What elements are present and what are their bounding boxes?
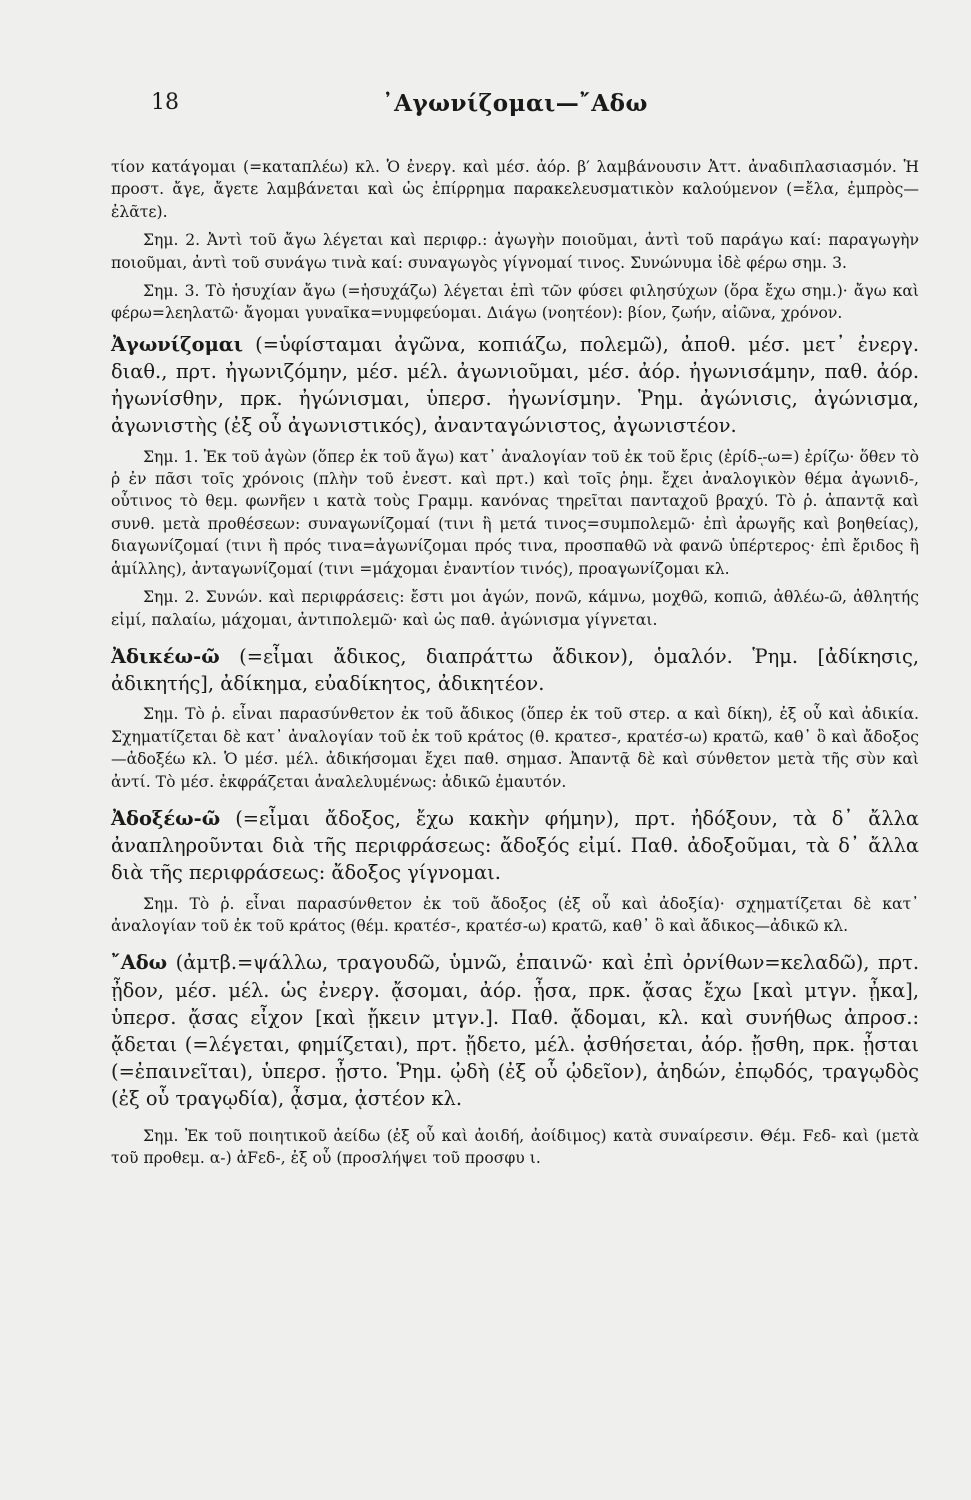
paragraph <box>111 156 919 223</box>
dictionary-entry <box>111 331 919 440</box>
paragraph-text: τίον κατάγομαι (=καταπλέω) κλ. Ὁ ἐνεργ. καὶ μέσ. ἀόρ. β′ λαμβάνουσιν Ἀττ. ἀναδιπλασιασμόν. Ἡ προστ. ἄγε, ἄγετε λαμβάνεται καὶ ὡς ἐπίρρημα παρακελευσματικὸν καλούμενον (=ἔλα, ἐμπρὸς—ἐλᾶτε). <box>111 158 919 221</box>
paragraph-text: Σημ. 1. Ἐκ τοῦ ἀγὼν (ὅπερ ἐκ τοῦ ἄγω) κατ᾽ ἀναλογίαν τοῦ ἐκ τοῦ ἔρις (ἐρίδ-ͅ-ω=) ἐρίζω· ὅθεν τὸ ῥ ἐν πᾶσι τοῖς χρόνοις (πλὴν τοῦ ἐνεστ. καὶ πρτ.) καὶ τοῖς ῥημ. ἔχει ἀναλογικὸν θέμα ἀγωνιδ-, οὗτινος τὸ θεμ. φωνῆεν ι κατὰ τοὺς Γραμμ. κανόνας τηρεῖται πανταχοῦ βραχύ. Τὸ ῥ. ἀπαντᾷ καὶ συνθ. μετὰ προθέσεων: συναγωνίζομαί (τινι ἢ μετά τινος=συμπολεμῶ· ἐπὶ ἀρωγῆς καὶ βοηθείας), διαγωνίζομαί (τινι ἢ πρός τινα=ἀγωνίζομαι πρός τινα, προσπαθῶ νὰ φανῶ ὑπέρτερος· ἐπὶ ἔριδος ἢ ἁμίλλης), ἀνταγωνίζομαί (τινι =μάχομαι ἐναντίον τινός), προαγωνίζομαι κλ. <box>111 447 919 578</box>
page-number: 18 <box>151 90 179 115</box>
paragraph <box>111 446 919 580</box>
dictionary-entry <box>111 949 919 1112</box>
running-title: ᾽Αγωνίζομαι—῎Αδω <box>382 90 648 117</box>
entry-text: (=εἶμαι ἄδοξος, ἔχω κακὴν φήμην), πρτ. ἠδόξουν, τὰ δ᾽ ἄλλα ἀναπληροῦνται διὰ τῆς περιφράσεως: ἄδοξός εἰμί. Παθ. ἀδοξοῦμαι, τὰ δ᾽ ἄλλα διὰ τῆς περιφράσεως: ἄδοξος γίγνομαι. <box>111 806 919 885</box>
entry-lemma: Ἀδικέω-ῶ <box>111 644 220 668</box>
paragraph <box>111 1125 919 1170</box>
entry-text: (ἀμτβ.=ψάλλω, τραγουδῶ, ὑμνῶ, ἐπαινῶ· καὶ ἐπὶ ὀρνίθων=κελαδῶ), πρτ. ᾖδον, μέσ. μέλ. ὡς ἐνεργ. ᾄσομαι, ἀόρ. ᾖσα, πρκ. ᾄσας ἔχω [καὶ μτγν. ᾖκα], ὑπερσ. ᾄσας εἶχον [καὶ ᾔκειν μτγν.]. Παθ. ᾄδομαι, κλ. καὶ συνήθως ἀπροσ.: ᾄδεται (=λέγεται, φημίζεται), πρτ. ᾔδετο, μέλ. ᾀσθήσεται, ἀόρ. ᾔσθη, πρκ. ᾖσται (=ἐπαινεῖται), ὑπερσ. ᾖστο. Ῥημ. ᾠδὴ (ἐξ οὗ ᾠδεῖον), ἀηδών, ἐπῳδός, τραγῳδὸς (ἐξ οὗ τραγῳδία), ᾆσμα, ᾀστέον κλ. <box>111 951 919 1111</box>
page-body <box>111 156 919 1169</box>
dictionary-entry <box>111 805 919 887</box>
entry-lemma: Ἀδοξέω-ῶ <box>111 806 221 830</box>
entry-lemma: ῎Αδω <box>111 951 168 975</box>
dictionary-entry <box>111 643 919 697</box>
entry-text: (=ὑφίσταμαι ἀγῶνα, κοπιάζω, πολεμῶ), ἀποθ. μέσ. μετ᾽ ἐνεργ. διαθ., πρτ. ἠγωνιζόμην, μέσ. μέλ. ἀγωνιοῦμαι, μέσ. ἀόρ. ἠγωνισάμην, παθ. ἀόρ. ἠγωνίσθην, πρκ. ἠγώνισμαι, ὑπερσ. ἠγωνίσμην. Ῥημ. ἀγώνισις, ἀγώνισμα, ἀγωνιστὴς (ἐξ οὗ ἀγωνιστικός), ἀνανταγώνιστος, ἀγωνιστέον. <box>111 332 919 438</box>
paragraph-text: Σημ. Τὸ ῥ. εἶναι παρασύνθετον ἐκ τοῦ ἄδοξος (ἐξ οὗ καὶ ἀδοξία)· σχηματίζεται δὲ κατ᾽ ἀναλογίαν τοῦ ἐκ τοῦ κράτος (θέμ. κρατέσ-, κρατέσ-ω) κρατῶ, καθ᾽ ὃ καὶ ἄδικος—ἀδικῶ κλ. <box>111 894 919 935</box>
paragraph-text: Σημ. Τὸ ῥ. εἶναι παρασύνθετον ἐκ τοῦ ἄδικος (ὅπερ ἐκ τοῦ στερ. α καὶ δίκη), ἐξ οὗ καὶ ἀδικία. Σχηματίζεται δὲ κατ᾽ ἀναλογίαν τοῦ ἐκ τοῦ κράτος (θ. κρατεσ-, κρατέσ-ω) κρατῶ, καθ᾽ ὃ καὶ ἄδοξος—ἀδοξέω κλ. Ὁ μέσ. μέλ. ἀδικήσομαι ἔχει παθ. σημασ. Ἀπαντᾷ δὲ καὶ σύνθετον μετὰ τῆς σὺν καὶ ἀντί. Τὸ μέσ. ἐκφράζεται ἀναλελυμένως: ἀδικῶ ἐμαυτόν. <box>111 705 919 791</box>
entry-text: (=εἶμαι ἄδικος, διαπράττω ἄδικον), ὁμαλόν. Ῥημ. [ἀδίκησις, ἀδικητής], ἀδίκημα, εὐαδίκητος, ἀδικητέον. <box>111 644 919 696</box>
paragraph-text: Σημ. 3. Τὸ ἡσυχίαν ἄγω (=ἡσυχάζω) λέγεται ἐπὶ τῶν φύσει φιλησύχων (ὅρα ἔχω σημ.)· ἄγω καὶ φέρω=λεηλατῶ· ἄγομαι γυναῖκα=νυμφεύομαι. Διάγω (νοητέον): βίον, ζωήν, αἰῶνα, χρόνον. <box>111 282 919 323</box>
paragraph-text: Σημ. 2. Συνών. καὶ περιφράσεις: ἔστι μοι ἀγών, πονῶ, κάμνω, μοχθῶ, κοπιῶ, ἀθλέω-ῶ, ἀθλητής εἰμί, παλαίω, μάχομαι, ἀντιπολεμῶ· καὶ ὡς παθ. ἀγώνισμα γίγνεται. <box>111 588 919 629</box>
paragraph <box>111 229 919 274</box>
page-header <box>111 90 919 130</box>
paragraph <box>111 703 919 793</box>
paragraph <box>111 586 919 631</box>
paragraph-text: Σημ. 2. Ἀντὶ τοῦ ἄγω λέγεται καὶ περιφρ.: ἀγωγὴν ποιοῦμαι, ἀντὶ τοῦ παράγω καί: παραγωγὴν ποιοῦμαι, ἀντὶ τοῦ συνάγω τινὰ καί: συναγωγὸς γίγνομαί τινος. Συνώνυμα ἰδὲ φέρω σημ. 3. <box>111 231 919 272</box>
paragraph-text: Σημ. Ἐκ τοῦ ποιητικοῦ ἀείδω (ἐξ οὗ καὶ ἀοιδή, ἀοίδιμος) κατὰ συναίρεσιν. Θέμ. Fεδ- καὶ (μετὰ τοῦ προθεμ. α-) ἀFεδ-, ἐξ οὗ (προσλήψει τοῦ προσφυ ι. <box>111 1126 919 1167</box>
paragraph <box>111 280 919 325</box>
paragraph <box>111 893 919 938</box>
entry-lemma: Ἀγωνίζομαι <box>111 332 244 356</box>
